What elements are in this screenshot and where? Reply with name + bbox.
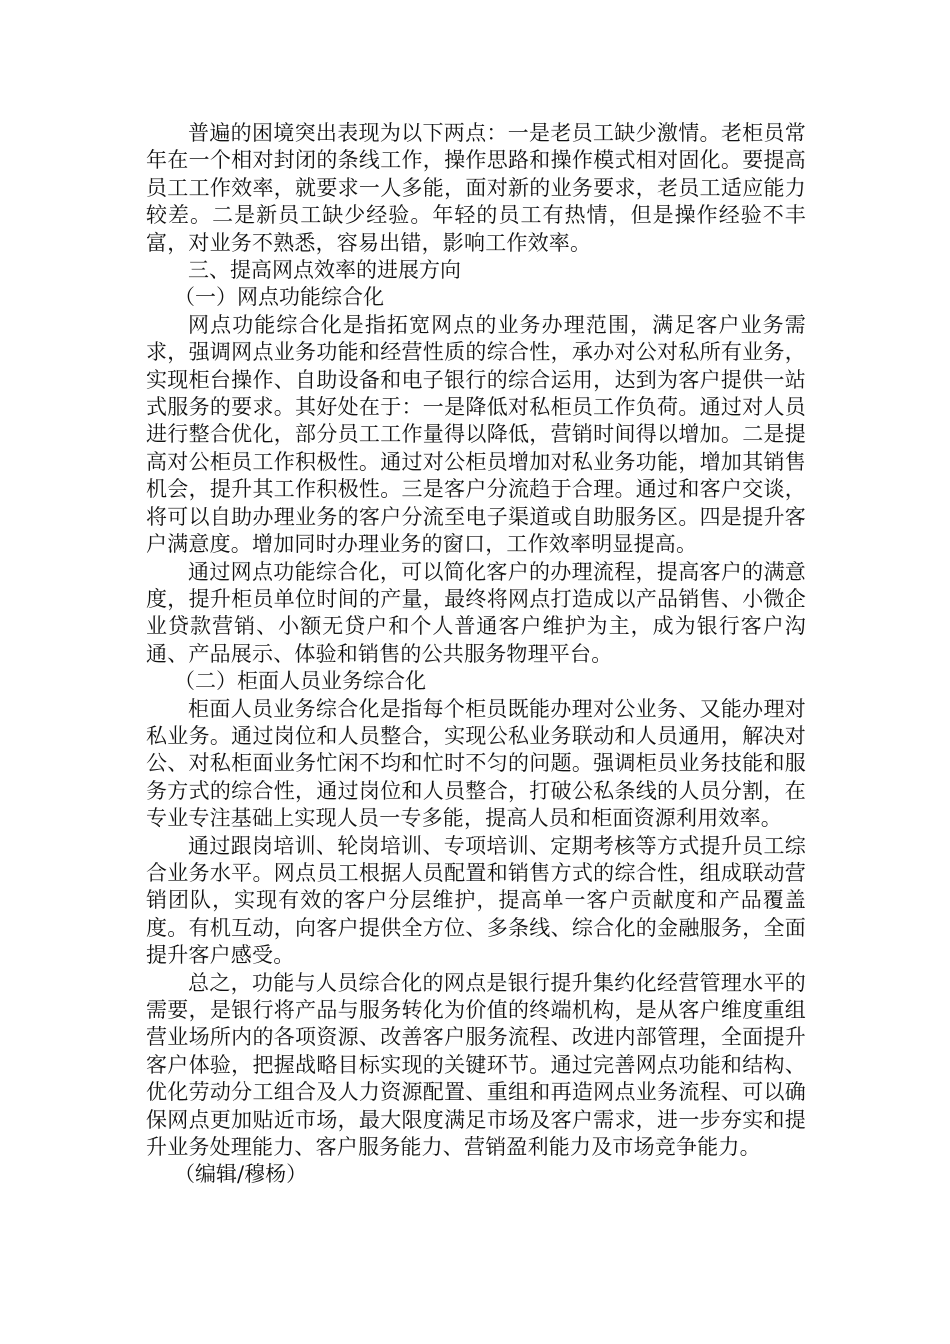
editor-credit: （编辑/穆杨）: [174, 1162, 308, 1187]
paragraph-conclusion: 总之，功能与人员综合化的网点是银行提升集约化经营管理水平的需要，是银行将产品与服务转化为价值的终端机构，是从客户维度重组营业场所内的各项资源、改善客户服务流程、改进内部管理，全面提升客户体验，把握战略目标实现的关键环节。通过完善网点功能和结构、优化劳动分工组合及人力资源配置、重组和再造网点业务流程、可以确保网点更加贴近市场，最大限度满足市场及客户需求，进一步夯实和提升业务处理能力、客户服务能力、营销盈利能力及市场竞争能力。: [146, 970, 806, 1160]
paragraph-difficulties: 普遍的困境突出表现为以下两点：一是老员工缺少激情。老柜员常年在一个相对封闭的条线工作，操作思路和操作模式相对固化。要提高员工工作效率，就要求一人多能，面对新的业务要求，老员工适应能力较差。二是新员工缺少经验。年轻的员工有热情，但是操作经验不丰富，对业务不熟悉，容易出错，影响工作效率。: [146, 121, 806, 255]
subheading-2: （二）柜面人员业务综合化: [174, 669, 426, 694]
section-heading-3: 三、提高网点效率的进展方向: [188, 258, 461, 283]
article-body: [146, 120, 806, 1189]
paragraph-staff-integration: 柜面人员业务综合化是指每个柜员既能办理对公业务、又能办理对私业务。通过岗位和人员整合，实现公私业务联动和人员通用，解决对公、对私柜面业务忙闲不均和忙时不匀的问题。强调柜员业务技能和服务方式的综合性，通过岗位和人员整合，打破公私条线的人员分割，在专业专注基础上实现人员一专多能，提高人员和柜面资源利用效率。: [146, 696, 806, 831]
paragraph-training: 通过跟岗培训、轮岗培训、专项培训、定期考核等方式提升员工综合业务水平。网点员工根据人员配置和销售方式的综合性，组成联动营销团队，实现有效的客户分层维护，提高单一客户贡献度和产品覆盖度。有机互动，向客户提供全方位、多条线、综合化的金融服务，全面提升客户感受。: [146, 833, 806, 968]
paragraph-function-benefits: 通过网点功能综合化，可以简化客户的办理流程，提高客户的满意度，提升柜员单位时间的产量，最终将网点打造成以产品销售、小微企业贷款营销、小额无贷户和个人普通客户维护为主，成为银行客户沟通、产品展示、体验和销售的公共服务物理平台。: [146, 559, 806, 666]
subheading-1: （一）网点功能综合化: [174, 285, 384, 310]
paragraph-function-integration: 网点功能综合化是指拓宽网点的业务办理范围，满足客户业务需求，强调网点业务功能和经营性质的综合性，承办对公对私所有业务，实现柜台操作、自助设备和电子银行的综合运用，达到为客户提供一站式服务的要求。其好处在于：一是降低对私柜员工作负荷。通过对人员进行整合优化，部分员工工作量得以降低，营销时间得以增加。二是提高对公柜员工作积极性。通过对公柜员增加对私业务功能，增加其销售机会，提升其工作积极性。三是客户分流趋于合理。通过和客户交谈，将可以自助办理业务的客户分流至电子渠道或自助服务区。四是提升客户满意度。增加同时办理业务的窗口，工作效率明显提高。: [146, 312, 806, 557]
